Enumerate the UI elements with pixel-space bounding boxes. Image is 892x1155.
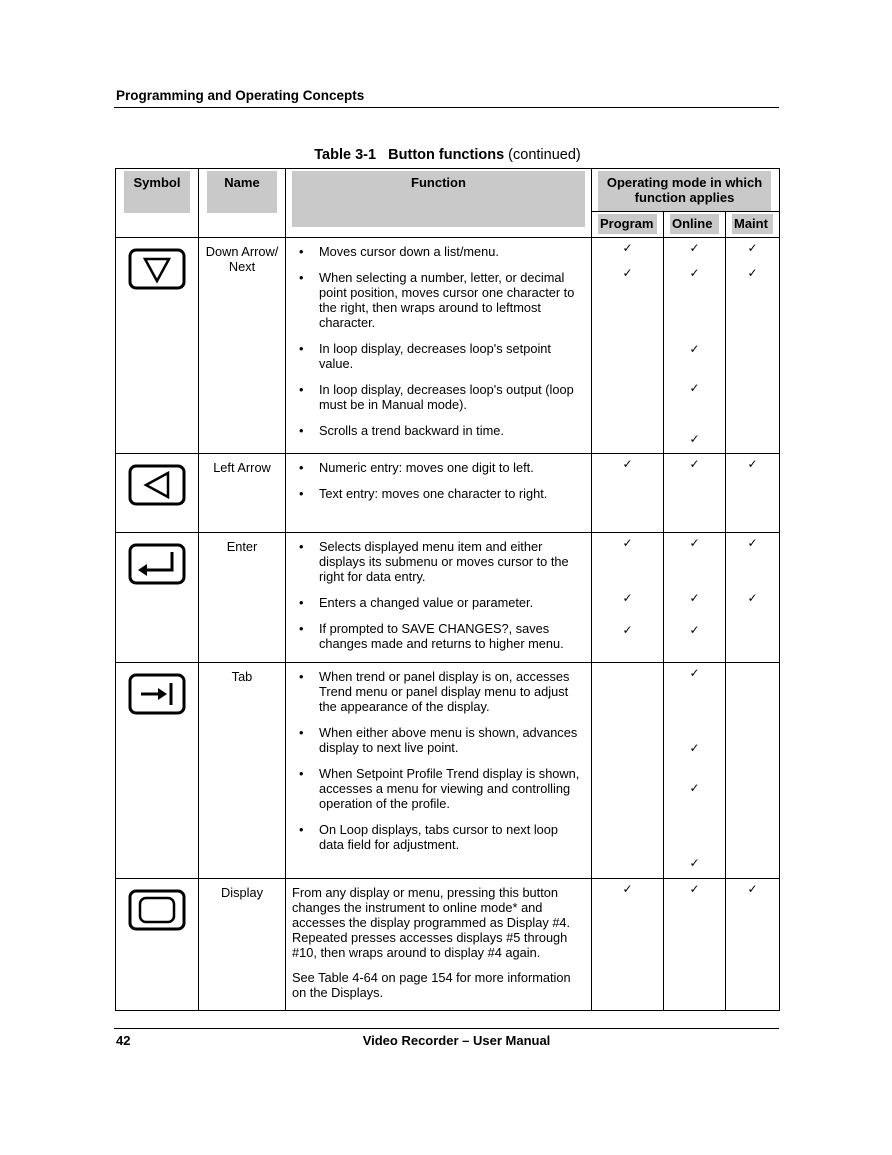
table-row bbox=[116, 879, 780, 1011]
maint-mode-cell bbox=[726, 454, 780, 533]
list-item: • Scrolls a trend backward in time. bbox=[299, 423, 504, 438]
check-icon: ✓ bbox=[689, 381, 700, 395]
maint-mode-cell bbox=[726, 238, 780, 454]
check-icon: ✓ bbox=[622, 536, 633, 550]
column-header-mode-maint: Maint bbox=[726, 212, 780, 238]
symbol-cell bbox=[116, 533, 199, 663]
function-cell bbox=[286, 533, 592, 663]
online-mode-cell bbox=[664, 663, 726, 879]
online-mode-cell bbox=[664, 879, 726, 1011]
program-mode-cell bbox=[592, 533, 664, 663]
check-icon: ✓ bbox=[747, 266, 758, 280]
list-item: • If prompted to SAVE CHANGES?, saves changes made and returns to higher menu. bbox=[299, 621, 564, 651]
check-icon: ✓ bbox=[622, 266, 633, 280]
check-icon: ✓ bbox=[622, 623, 633, 637]
function-paragraph: From any display or menu, pressing this button changes the instrument to online mode* and accesses the display programmed as Display #4. Repeated presses accesses displays #5 through #10, then wraps around to display #4 again. bbox=[292, 885, 571, 960]
check-icon: ✓ bbox=[689, 781, 700, 795]
check-icon: ✓ bbox=[747, 882, 758, 896]
symbol-cell bbox=[116, 238, 199, 454]
check-icon: ✓ bbox=[747, 457, 758, 471]
symbol-cell bbox=[116, 663, 199, 879]
table-row bbox=[116, 238, 780, 454]
maint-mode-cell bbox=[726, 533, 780, 663]
table-caption bbox=[115, 147, 780, 163]
list-item: • When either above menu is shown, advances display to next live point. bbox=[299, 725, 578, 755]
check-icon: ✓ bbox=[689, 856, 700, 870]
program-mode-cell bbox=[592, 454, 664, 533]
page-number: 42 bbox=[116, 1033, 131, 1048]
table-row bbox=[116, 454, 780, 533]
button-name: Enter bbox=[199, 533, 286, 663]
check-icon: ✓ bbox=[622, 457, 633, 471]
online-mode-cell bbox=[664, 454, 726, 533]
table-title: Button functions bbox=[388, 147, 505, 163]
list-item: • When Setpoint Profile Trend display is shown, accesses a menu for viewing and controlling operation of the profile. bbox=[299, 766, 580, 811]
online-mode-cell bbox=[664, 533, 726, 663]
symbol-cell bbox=[116, 879, 199, 1011]
maint-mode-cell bbox=[726, 879, 780, 1011]
button-name: Tab bbox=[199, 663, 286, 879]
online-mode-cell bbox=[664, 238, 726, 454]
down-arrow-button-icon bbox=[128, 248, 186, 292]
check-icon: ✓ bbox=[689, 536, 700, 550]
list-item: • Numeric entry: moves one digit to left. bbox=[299, 460, 534, 475]
function-cell bbox=[286, 879, 592, 1011]
column-header-operating-mode: Operating mode in which function applies bbox=[592, 169, 780, 212]
check-icon: ✓ bbox=[689, 666, 700, 680]
check-icon: ✓ bbox=[689, 882, 700, 896]
check-icon: ✓ bbox=[622, 882, 633, 896]
check-icon: ✓ bbox=[689, 241, 700, 255]
function-paragraph: See Table 4-64 on page 154 for more information on the Displays. bbox=[292, 970, 571, 1000]
check-icon: ✓ bbox=[622, 591, 633, 605]
list-item: • In loop display, decreases loop's setpoint value. bbox=[299, 341, 551, 371]
check-icon: ✓ bbox=[689, 623, 700, 637]
list-item: • When selecting a number, letter, or decimal point position, moves cursor one character to the right, then wraps around to leftmost character. bbox=[299, 270, 575, 330]
list-item: • Text entry: moves one character to right. bbox=[299, 486, 548, 501]
tab-button-icon bbox=[128, 673, 186, 717]
function-cell bbox=[286, 454, 592, 533]
enter-button-icon bbox=[128, 543, 186, 587]
column-header-mode-online: Online bbox=[664, 212, 726, 238]
check-icon: ✓ bbox=[747, 591, 758, 605]
footer-title: Video Recorder – User Manual bbox=[362, 1033, 551, 1048]
column-header-symbol: Symbol bbox=[116, 169, 199, 238]
list-item: • On Loop displays, tabs cursor to next loop data field for adjustment. bbox=[299, 822, 559, 852]
button-functions-table bbox=[115, 168, 780, 1011]
table-row bbox=[116, 533, 780, 663]
page-header: Programming and Operating Concepts bbox=[116, 88, 365, 103]
check-icon: ✓ bbox=[689, 432, 700, 446]
button-name: Left Arrow bbox=[199, 454, 286, 533]
column-header-name: Name bbox=[199, 169, 286, 238]
footer-rule bbox=[114, 1028, 779, 1029]
column-header-mode-program: Program bbox=[592, 212, 664, 238]
table-caption-suffix: (continued) bbox=[508, 147, 581, 163]
check-icon: ✓ bbox=[689, 266, 700, 280]
maint-mode-cell bbox=[726, 663, 780, 879]
check-icon: ✓ bbox=[689, 342, 700, 356]
table-number: Table 3-1 bbox=[314, 147, 377, 163]
symbol-cell bbox=[116, 454, 199, 533]
list-item: • In loop display, decreases loop's output (loop must be in Manual mode). bbox=[299, 382, 574, 412]
check-icon: ✓ bbox=[689, 741, 700, 755]
table-row bbox=[116, 663, 780, 879]
program-mode-cell bbox=[592, 238, 664, 454]
check-icon: ✓ bbox=[689, 457, 700, 471]
display-button-icon bbox=[128, 889, 186, 933]
program-mode-cell bbox=[592, 879, 664, 1011]
button-name: Down Arrow/ Next bbox=[199, 238, 286, 454]
list-item: • Enters a changed value or parameter. bbox=[299, 595, 534, 610]
list-item: • Selects displayed menu item and either displays its submenu or moves cursor to the right for data entry. bbox=[299, 539, 569, 584]
column-header-function: Function bbox=[286, 169, 592, 238]
check-icon: ✓ bbox=[747, 241, 758, 255]
function-cell bbox=[286, 238, 592, 454]
button-name: Display bbox=[199, 879, 286, 1011]
list-item: • Moves cursor down a list/menu. bbox=[299, 244, 499, 259]
list-item: • When trend or panel display is on, accesses Trend menu or panel display menu to adjust the appearance of the display. bbox=[299, 669, 570, 714]
header-rule bbox=[114, 107, 779, 108]
check-icon: ✓ bbox=[622, 241, 633, 255]
check-icon: ✓ bbox=[689, 591, 700, 605]
left-arrow-button-icon bbox=[128, 464, 186, 508]
check-icon: ✓ bbox=[747, 536, 758, 550]
program-mode-cell bbox=[592, 663, 664, 879]
function-cell bbox=[286, 663, 592, 879]
